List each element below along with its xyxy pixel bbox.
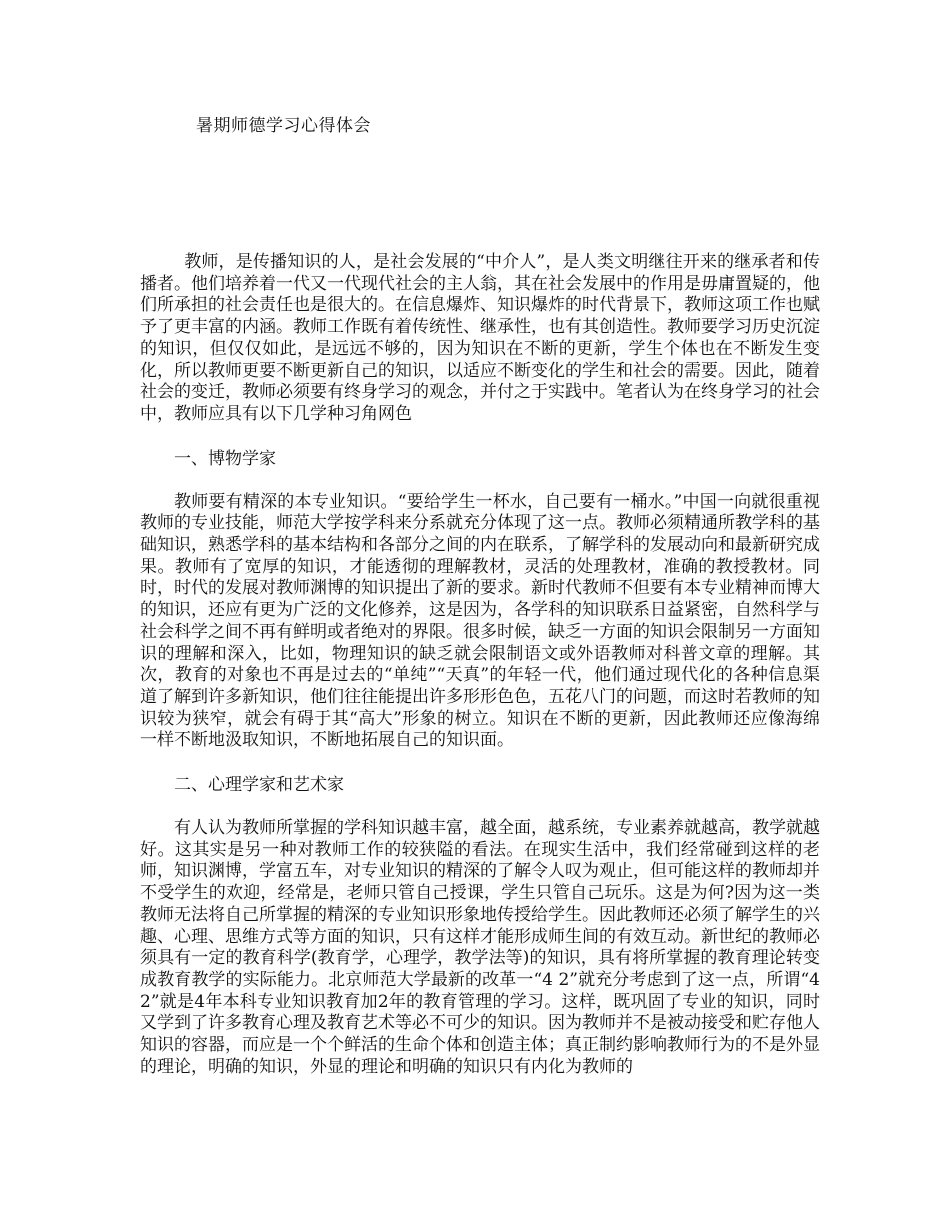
section-paragraph-2: 有人认为教师所掌握的学科知识越丰富，越全面，越系统，专业素养就越高，教学就越好。这其实是另一种对教师工作的较狭隘的看法。在现实生活中，我们经常碰到这样的老师，知识渊博，学富五车，对专业知识的精深的了解令人叹为观止，但可能这样的教师却并不受学生的欢迎，经常是，老师只管自己授课，学生只管自己玩乐。这是为何?因为这一类教师无法将自己所掌握的精深的专业知识形象地传授给学生。因此教师还必须了解学生的兴趣、心理、思维方式等方面的知识，只有这样才能形成师生间的有效互动。新世纪的教师必须具有一定的教育科学(教育学，心理学，教学法等)的知识，具有将所掌握的教育理论转变成教育教学的实际能力。北京师范大学最新的改革一“4 2”就充分考虑到了这一点，所谓“4 2”就是4年本科专业知识教育加2年的教育管理的学习。这样，既巩固了专业的知识，同时又学到了许多教育心理及教育艺术等必不可少的知识。因为教师并不是被动接受和贮存他人知识的容器，而应是一个个鲜活的生命个体和创造主体；真正制约影响教师行为的不是外显的理论，明确的知识，外显的理论和明确的知识只有内化为教师的: [140, 818, 820, 1077]
document-page: [140, 112, 820, 1079]
section-heading-2: 二、心理学家和艺术家: [174, 775, 344, 796]
section-heading-1: 一、博物学家: [174, 448, 276, 469]
document-body: [140, 252, 820, 1079]
document-title: 暑期师德学习心得体会: [196, 116, 371, 136]
intro-paragraph: 教师，是传播知识的人，是社会发展的“中介人”，是人类文明继往开来的继承者和传播者。他们培养着一代又一代现代社会的主人翁，其在社会发展中的作用是毋庸置疑的，他们所承担的社会责任也是很大的。在信息爆炸、知识爆炸的时代背景下，教师这项工作也赋予了更丰富的内涵。教师工作既有着传统性、继承性，也有其创造性。教师要学习历史沉淀的知识，但仅仅如此，是远远不够的，因为知识在不断的更新，学生个体也在不断发生变化，所以教师更要不断更新自己的知识，以适应不断变化的学生和社会的需要。因此，随着社会的变迁，教师必须要有终身学习的观念，并付之于实践中。笔者认为在终身学习的社会中，教师应具有以下几学种习角网色: [140, 252, 820, 424]
section-paragraph-1: 教师要有精深的本专业知识。“要给学生一杯水，自己要有一桶水。”中国一向就很重视教师的专业技能，师范大学按学科来分系就充分体现了这一点。教师必须精通所教学科的基础知识，熟悉学科的基本结构和各部分之间的内在联系，了解学科的发展动向和最新研究成果。教师有了宽厚的知识，才能透彻的理解教材，灵活的处理教材，准确的教授教材。同时，时代的发展对教师渊博的知识提出了新的要求。新时代教师不但要有本专业精神而博大的知识，还应有更为广泛的文化修养，这是因为，各学科的知识联系日益紧密，自然科学与社会科学之间不再有鲜明或者绝对的界限。很多时候，缺乏一方面的知识会限制另一方面知识的理解和深入，比如，物理知识的缺乏就会限制语文或外语教师对科普文章的理解。其次，教育的对象也不再是过去的“单纯”“天真”的年轻一代，他们通过现代化的各种信息渠道了解到许多新知识，他们往往能提出许多形形色色，五花八门的问题，而这时若教师的知识较为狭窄，就会有碍于其“高大”形象的树立。知识在不断的更新，因此教师还应像海绵一样不断地汲取知识，不断地拓展自己的知识面。: [140, 491, 820, 751]
